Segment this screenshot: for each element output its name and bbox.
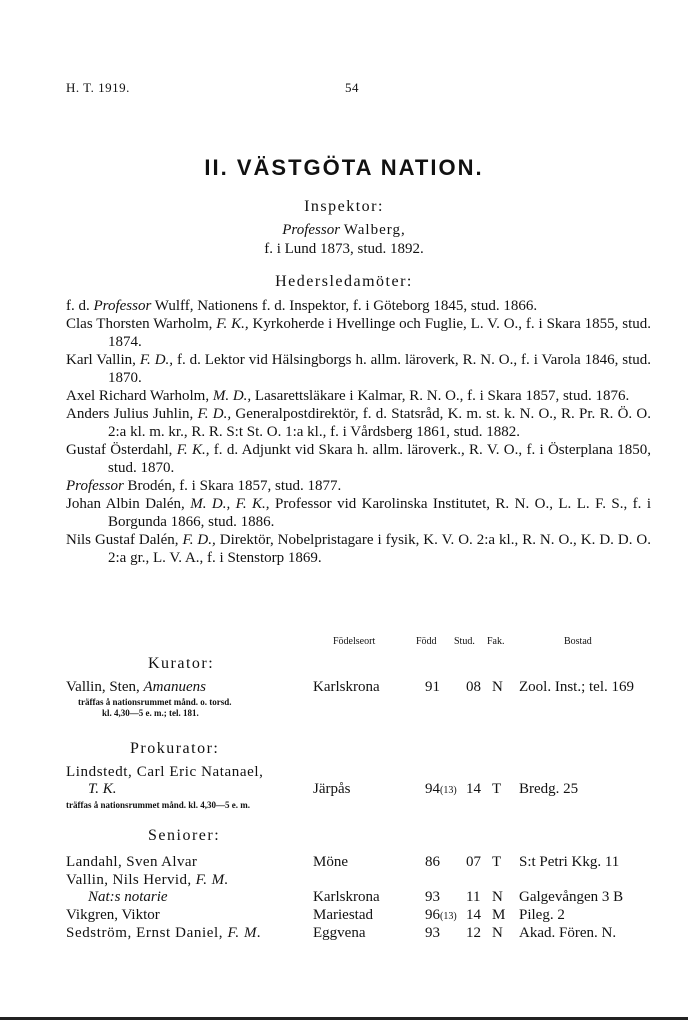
prokurator-born-year: 94 (425, 781, 440, 797)
member-details: Brodén, f. i Skara 1857, stud. 1877. (123, 478, 342, 494)
member-details: f. d. Adjunkt vid Skara h. allm. läroverk., R. V. O., f. i Österplana 1850, stud. 1870. (108, 442, 652, 476)
member-title: Professor (66, 478, 124, 494)
member-title: F. K., (176, 442, 210, 458)
kurator-heading: Kurator: (148, 655, 215, 672)
hedersledamoter-list (66, 297, 651, 567)
member-details: Generalpostdirektör, f. d. Statsråd, K. m. st. k. N. O., R. Pr. R. Ö. O. 2:a kl. m. kr., R. R. S:t St. O. 1:a kl., f. i Vårdsberg 1861, stud. 1882. (108, 406, 652, 440)
senior-name (66, 925, 261, 942)
kurator-person: Vallin, Sten, (66, 679, 140, 695)
senior-degree: F. M. (227, 925, 262, 941)
prokurator-stud: 14 (466, 781, 481, 797)
kurator-note-1: träffas å nationsrummet månd. o. torsd. (78, 697, 232, 707)
honorary-member-entry (66, 387, 651, 405)
kurator-bostad: Zool. Inst.; tel. 169 (519, 679, 634, 695)
honorary-member-entry (66, 297, 651, 315)
inspektor-info: f. i Lund 1873, stud. 1892. (264, 241, 424, 257)
senior-born (425, 907, 457, 924)
senior-born: 86 (425, 854, 440, 870)
prokurator-note: träffas å nationsrummet månd. kl. 4,30—5 e. m. (66, 800, 250, 810)
member-details: Professor vid Karolinska Institutet, R. N. O., L. L. F. S., f. i Borgunda 1866, stud. 1886. (108, 496, 652, 530)
member-title: F. D., (139, 352, 174, 368)
senior-person: Vallin, Nils Hervid, (66, 872, 192, 888)
member-name: f. d. (66, 298, 94, 314)
member-name: Nils Gustaf Dalén, (66, 532, 183, 548)
senior-place: Möne (313, 854, 348, 870)
member-name: Gustaf Österdahl, (66, 442, 177, 458)
senior-person: Sedström, Ernst Daniel, (66, 925, 224, 941)
section-title: II. VÄSTGÖTA NATION. (204, 155, 484, 180)
senior-fak: N (492, 889, 503, 905)
member-name: Axel Richard Warholm, (66, 388, 213, 404)
senior-stud: 14 (466, 907, 481, 923)
prokurator-fak: T (492, 781, 502, 797)
senior-place: Mariestad (313, 907, 373, 923)
member-name: Karl Vallin, (66, 352, 140, 368)
member-details: Kyrkoherde i Hvellinge och Fuglie, L. V. O., f. i Skara 1855, stud. 1874. (108, 316, 652, 350)
honorary-member-entry (66, 351, 651, 387)
inspektor-heading: Inspektor: (304, 198, 384, 215)
member-details: Direktör, Nobelpristagare i fysik, K. V. O. 2:a kl., R. N. O., K. D. D. O. 2:a gr., L. V. A., f. i Stenstorp 1869. (108, 532, 652, 566)
prokurator-born-sub: (13) (440, 785, 457, 796)
honorary-member-entry (66, 531, 651, 567)
prokurator-name: Lindstedt, Carl Eric Natanael, (66, 764, 264, 780)
senior-name (66, 872, 229, 889)
senior-stud: 07 (466, 854, 481, 870)
prokurator-degree: T. K. (88, 781, 117, 797)
member-name: Clas Thorsten Warholm, (66, 316, 217, 332)
member-name: Anders Julius Juhlin, (66, 406, 198, 422)
kurator-note-2: kl. 4,30—5 e. m.; tel. 181. (102, 708, 199, 718)
prokurator-born (425, 781, 457, 798)
kurator-fak: N (492, 679, 503, 695)
prokurator-bostad: Bredg. 25 (519, 781, 579, 797)
senior-place: Eggvena (313, 925, 366, 941)
column-stud: Stud. (454, 636, 475, 647)
senior-born-sub: (13) (440, 911, 457, 922)
senior-bostad: Galgevången 3 B (519, 889, 624, 905)
member-details: Wulff, Nationens f. d. Inspektor, f. i Göteborg 1845, stud. 1866. (151, 298, 538, 314)
member-title: F. K., (216, 316, 249, 332)
page-number: 54 (345, 80, 359, 95)
senior-degree: F. M. (195, 872, 229, 888)
member-title: F. D., (197, 406, 232, 422)
column-fak: Fak. (487, 636, 505, 647)
senior-born: 93 (425, 925, 440, 941)
column-fodelseort: Födelseort (333, 636, 376, 647)
kurator-stud: 08 (466, 679, 481, 695)
kurator-place: Karlskrona (313, 679, 380, 695)
member-title: M. D., (212, 388, 252, 404)
senior-fak: N (492, 925, 503, 941)
prokurator-heading: Prokurator: (130, 740, 220, 757)
honorary-member-entry (66, 405, 651, 441)
column-bostad: Bostad (564, 636, 592, 647)
senior-role (88, 889, 168, 906)
senior-stud: 11 (466, 889, 481, 905)
senior-bostad: S:t Petri Kkg. 11 (519, 854, 620, 870)
inspektor-surname: Walberg, (343, 222, 406, 238)
prokurator-title (88, 781, 116, 798)
senior-role-text: Nat:s notarie (88, 889, 168, 905)
senior-born: 93 (425, 889, 440, 905)
senior-stud: 12 (466, 925, 481, 941)
running-header: H. T. 1919. (66, 80, 130, 95)
member-title: F. D., (182, 532, 216, 548)
kurator-name (66, 679, 206, 696)
member-title: Professor (93, 298, 152, 314)
seniorer-heading: Seniorer: (148, 827, 221, 844)
senior-place: Karlskrona (313, 889, 380, 905)
kurator-title: Amanuens (143, 679, 206, 695)
inspektor-title: Professor (282, 222, 341, 238)
senior-bostad: Pileg. 2 (519, 907, 565, 923)
senior-fak: M (492, 907, 506, 923)
senior-name: Landahl, Sven Alvar (66, 854, 198, 870)
member-title: M. D., F. K., (190, 496, 270, 512)
member-details: Lasarettsläkare i Kalmar, R. N. O., f. i Skara 1857, stud. 1876. (251, 388, 630, 404)
member-details: f. d. Lektor vid Hälsingborgs h. allm. läroverk, R. N. O., f. i Varola 1846, stud. 1870. (108, 352, 652, 386)
senior-name: Vikgren, Viktor (66, 907, 160, 923)
inspektor-name (0, 222, 688, 239)
kurator-born: 91 (425, 679, 440, 695)
honorary-member-entry (66, 495, 651, 531)
senior-fak: T (492, 854, 502, 870)
bottom-border (0, 1017, 688, 1020)
honorary-member-entry (66, 477, 651, 495)
hedersledamoter-heading: Hedersledamöter: (275, 273, 413, 290)
member-name: Johan Albin Dalén, (66, 496, 191, 512)
column-fodd: Född (416, 636, 437, 647)
honorary-member-entry (66, 315, 651, 351)
honorary-member-entry (66, 441, 651, 477)
prokurator-place: Järpås (313, 781, 351, 797)
senior-bostad: Akad. Fören. N. (519, 925, 617, 941)
senior-born-year: 96 (425, 907, 440, 923)
